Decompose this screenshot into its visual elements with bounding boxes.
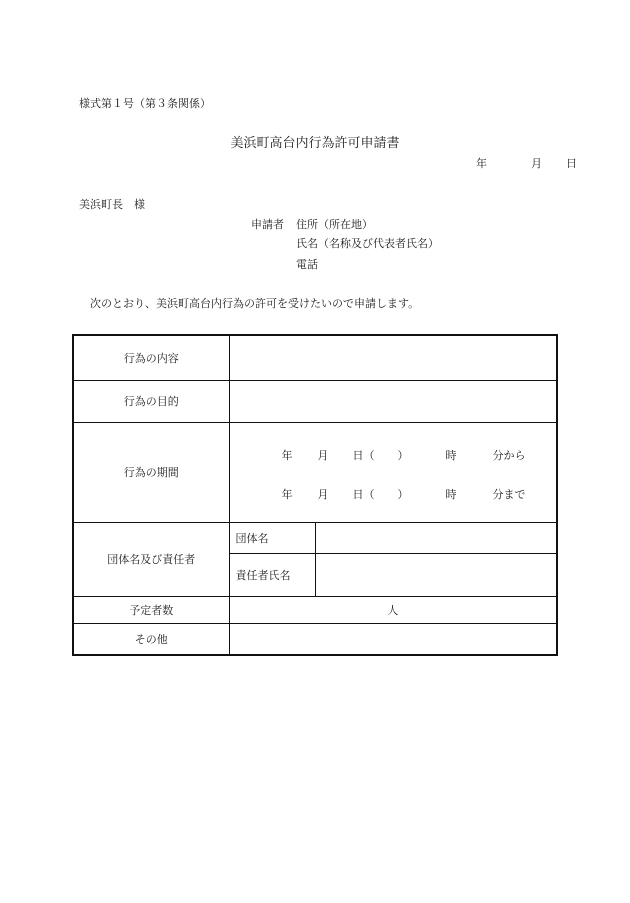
end-year: 年 xyxy=(281,487,293,501)
people-label: 予定者数 xyxy=(73,596,229,623)
applicant-name-label: 氏名（名称及び代表者氏名） xyxy=(296,237,439,250)
period-end-line xyxy=(230,486,557,500)
period-field[interactable] xyxy=(229,422,557,522)
start-month: 月 xyxy=(317,448,329,462)
application-table xyxy=(72,334,558,656)
date-month: 月 xyxy=(531,157,542,170)
date-day: 日 xyxy=(566,157,577,170)
intro-text: 次のとおり、美浜町高台内行為の許可を受けたいので申請します。 xyxy=(90,297,420,310)
end-hour: 時 xyxy=(445,487,457,501)
purpose-label: 行為の目的 xyxy=(73,380,229,422)
responsible-field[interactable] xyxy=(315,553,557,596)
page-title: 美浜町高台内行為許可申請書 xyxy=(230,136,400,151)
responsible-label: 責任者氏名 xyxy=(229,553,315,596)
date-year: 年 xyxy=(476,157,487,170)
date-line xyxy=(476,158,577,169)
applicant-phone-label: 電話 xyxy=(296,258,318,271)
purpose-field[interactable] xyxy=(229,380,557,422)
group-label: 団体名及び責任者 xyxy=(73,522,229,596)
end-close: ） xyxy=(397,487,409,501)
period-label: 行為の期間 xyxy=(73,422,229,522)
start-year: 年 xyxy=(281,448,293,462)
start-hour: 時 xyxy=(445,448,457,462)
end-month: 月 xyxy=(317,487,329,501)
start-close: ） xyxy=(397,448,409,462)
end-until: 分まで xyxy=(492,487,526,501)
applicant-label: 申請者 xyxy=(251,218,284,231)
content-label: 行為の内容 xyxy=(73,335,229,380)
form-number: 様式第１号（第３条関係） xyxy=(79,97,211,110)
group-name-label: 団体名 xyxy=(229,522,315,553)
applicant-address-label: 住所（所在地） xyxy=(296,218,373,231)
content-field[interactable] xyxy=(229,335,557,380)
other-field[interactable] xyxy=(229,623,557,655)
period-start-line xyxy=(230,447,557,461)
people-field[interactable] xyxy=(229,596,557,623)
addressee: 美浜町長 様 xyxy=(79,198,145,211)
end-day: 日（ xyxy=(352,487,375,501)
start-day: 日（ xyxy=(352,448,375,462)
people-unit: 人 xyxy=(387,603,399,617)
group-name-field[interactable] xyxy=(315,522,557,553)
other-label: その他 xyxy=(73,623,229,655)
start-from: 分から xyxy=(492,448,526,462)
